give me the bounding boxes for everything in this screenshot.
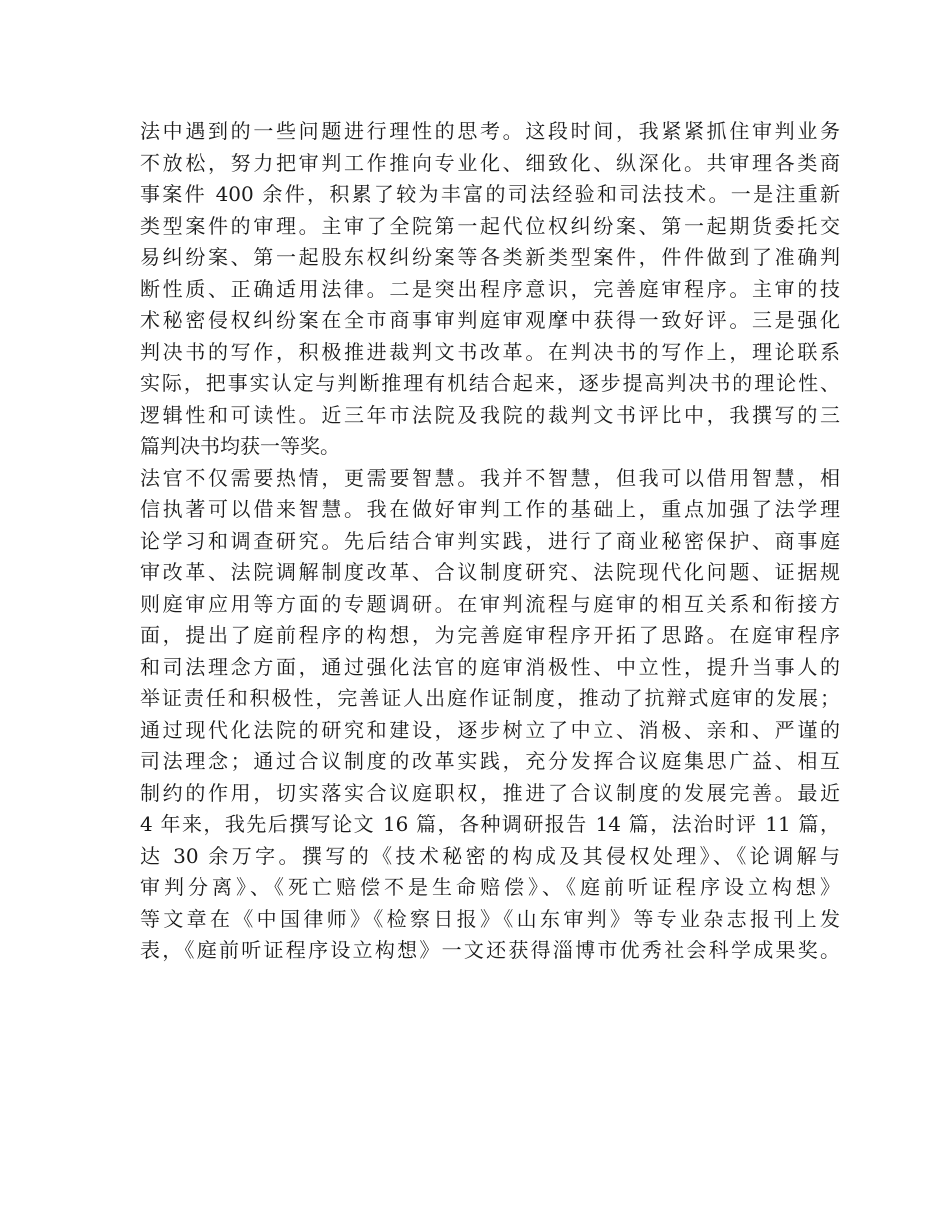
text-line: 信执著可以借来智慧。我在做好审判工作的基础上，重点加强了法学理 bbox=[140, 497, 840, 521]
text-line: 司法理念；通过合议制度的改革实践，充分发挥合议庭集思广益、相互 bbox=[140, 749, 840, 773]
text-line: 法中遇到的一些问题进行理性的思考。这段时间，我紧紧抓住审判业务 bbox=[140, 119, 840, 143]
text-line: 制约的作用，切实落实合议庭职权，推进了合议制度的发展完善。最近 bbox=[140, 780, 840, 805]
body-text bbox=[140, 116, 840, 967]
text-line: 表，《庭前听证程序设立构想》一文还获得淄博市优秀社会科学成果奖。 bbox=[140, 938, 840, 962]
text-line: 逻辑性和可读性。近三年市法院及我院的裁判文书评比中，我撰写的三 bbox=[140, 402, 840, 427]
text-line: 易纠纷案、第一起股东权纠纷案等各类新类型案件，件件做到了准确判 bbox=[140, 245, 840, 269]
text-line: 举证责任和积极性，完善证人出庭作证制度，推动了抗辩式庭审的发展； bbox=[140, 686, 840, 710]
paragraph-2 bbox=[140, 463, 840, 967]
text-line: 达 30 余万字。撰写的《技术秘密的构成及其侵权处理》、《论调解与 bbox=[140, 843, 840, 868]
text-line: 4 年来，我先后撰写论文 16 篇，各种调研报告 14 篇，法治时评 11 篇， bbox=[140, 812, 840, 836]
text-line: 断性质、正确适用法律。二是突出程序意识，完善庭审程序。主审的技 bbox=[140, 276, 840, 301]
text-line: 实际，把事实认定与判断推理有机结合起来，逐步提高判决书的理论性、 bbox=[140, 371, 840, 395]
text-line: 篇判决书均获一等奖。 bbox=[140, 434, 340, 458]
paragraph-1 bbox=[140, 116, 840, 463]
text-line: 则庭审应用等方面的专题调研。在审判流程与庭审的相互关系和衔接方 bbox=[140, 591, 840, 616]
text-line: 法官不仅需要热情，更需要智慧。我并不智慧，但我可以借用智慧，相 bbox=[140, 465, 840, 490]
text-line: 判决书的写作，积极推进裁判文书改革。在判决书的写作上，理论联系 bbox=[140, 339, 840, 364]
text-line: 审判分离》、《死亡赔偿不是生命赔偿》、《庭前听证程序设立构想》 bbox=[140, 875, 840, 899]
text-line: 通过现代化法院的研究和建设，逐步树立了中立、消极、亲和、严谨的 bbox=[140, 717, 840, 742]
text-line: 面，提出了庭前程序的构想，为完善庭审程序开拓了思路。在庭审程序 bbox=[140, 623, 840, 647]
text-line: 事案件 400 余件，积累了较为丰富的司法经验和司法技术。一是注重新 bbox=[140, 182, 840, 206]
text-line: 和司法理念方面，通过强化法官的庭审消极性、中立性，提升当事人的 bbox=[140, 654, 840, 679]
text-line: 等文章在《中国律师》《检察日报》《山东审判》等专业杂志报刊上发 bbox=[140, 906, 840, 931]
text-line: 类型案件的审理。主审了全院第一起代位权纠纷案、第一起期货委托交 bbox=[140, 213, 840, 238]
text-line: 术秘密侵权纠纷案在全市商事审判庭审观摩中获得一致好评。三是强化 bbox=[140, 308, 840, 332]
text-line: 论学习和调查研究。先后结合审判实践，进行了商业秘密保护、商事庭 bbox=[140, 528, 840, 553]
text-line: 审改革、法院调解制度改革、合议制度研究、法院现代化问题、证据规 bbox=[140, 560, 840, 584]
text-line: 不放松，努力把审判工作推向专业化、细致化、纵深化。共审理各类商 bbox=[140, 150, 840, 175]
